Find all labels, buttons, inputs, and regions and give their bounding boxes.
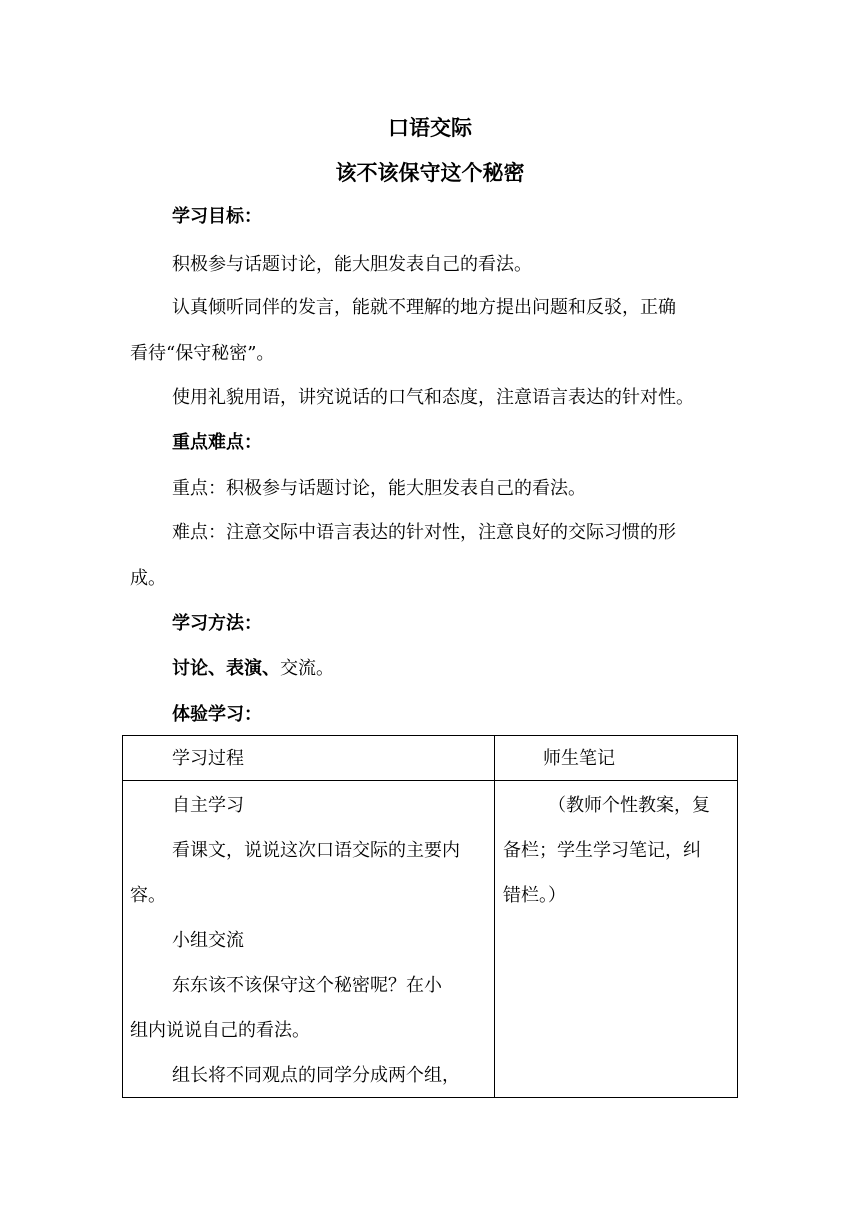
table-border-left [122,735,123,1098]
difficult-point-continuation: 成。 [130,568,166,589]
table-header-process: 学习过程 [172,748,244,769]
notes-line: （教师个性教案，复 [548,795,710,816]
method-text-normal: 交流。 [280,658,334,679]
process-line: 组内说说自己的看法。 [130,1020,310,1041]
difficult-point-text: 难点：注意交际中语言表达的针对性，注意良好的交际习惯的形 [172,522,676,543]
document-subtitle: 该不该保守这个秘密 [335,161,525,185]
table-header-notes: 师生笔记 [543,748,615,769]
process-line: 自主学习 [172,795,244,816]
notes-line: 备栏；学生学习笔记，纠 [503,840,701,861]
process-line: 小组交流 [172,930,244,951]
notes-line: 错栏。） [503,885,566,906]
table-border-right [737,735,738,1098]
table-border-bottom [122,1097,738,1098]
objective-item: 认真倾听同伴的发言，能就不理解的地方提出问题和反驳，正确 [172,297,676,318]
table-border-top [122,735,738,736]
table-header-divider [122,780,738,781]
method-text [172,655,740,682]
process-line: 组长将不同观点的同学分成两个组， [172,1065,460,1086]
experience-heading: 体验学习： [172,704,262,725]
objective-item: 使用礼貌用语，讲究说话的口气和态度，注意语言表达的针对性。 [172,387,694,408]
objective-item-continuation: 看待“保守秘密”。 [130,343,275,364]
table-column-divider [494,735,495,1098]
process-line: 看课文，说说这次口语交际的主要内 [172,840,460,861]
process-line: 东东该不该保守这个秘密呢？在小 [172,975,442,996]
document-title: 口语交际 [388,116,472,140]
method-text-bold: 讨论、表演、 [172,658,280,679]
key-point-text: 重点：积极参与话题讨论，能大胆发表自己的看法。 [172,478,586,499]
objective-item: 积极参与话题讨论，能大胆发表自己的看法。 [172,254,532,275]
method-heading: 学习方法： [172,613,262,634]
process-line: 容。 [130,885,166,906]
objectives-heading: 学习目标： [172,206,262,227]
key-points-heading: 重点难点： [172,432,262,453]
